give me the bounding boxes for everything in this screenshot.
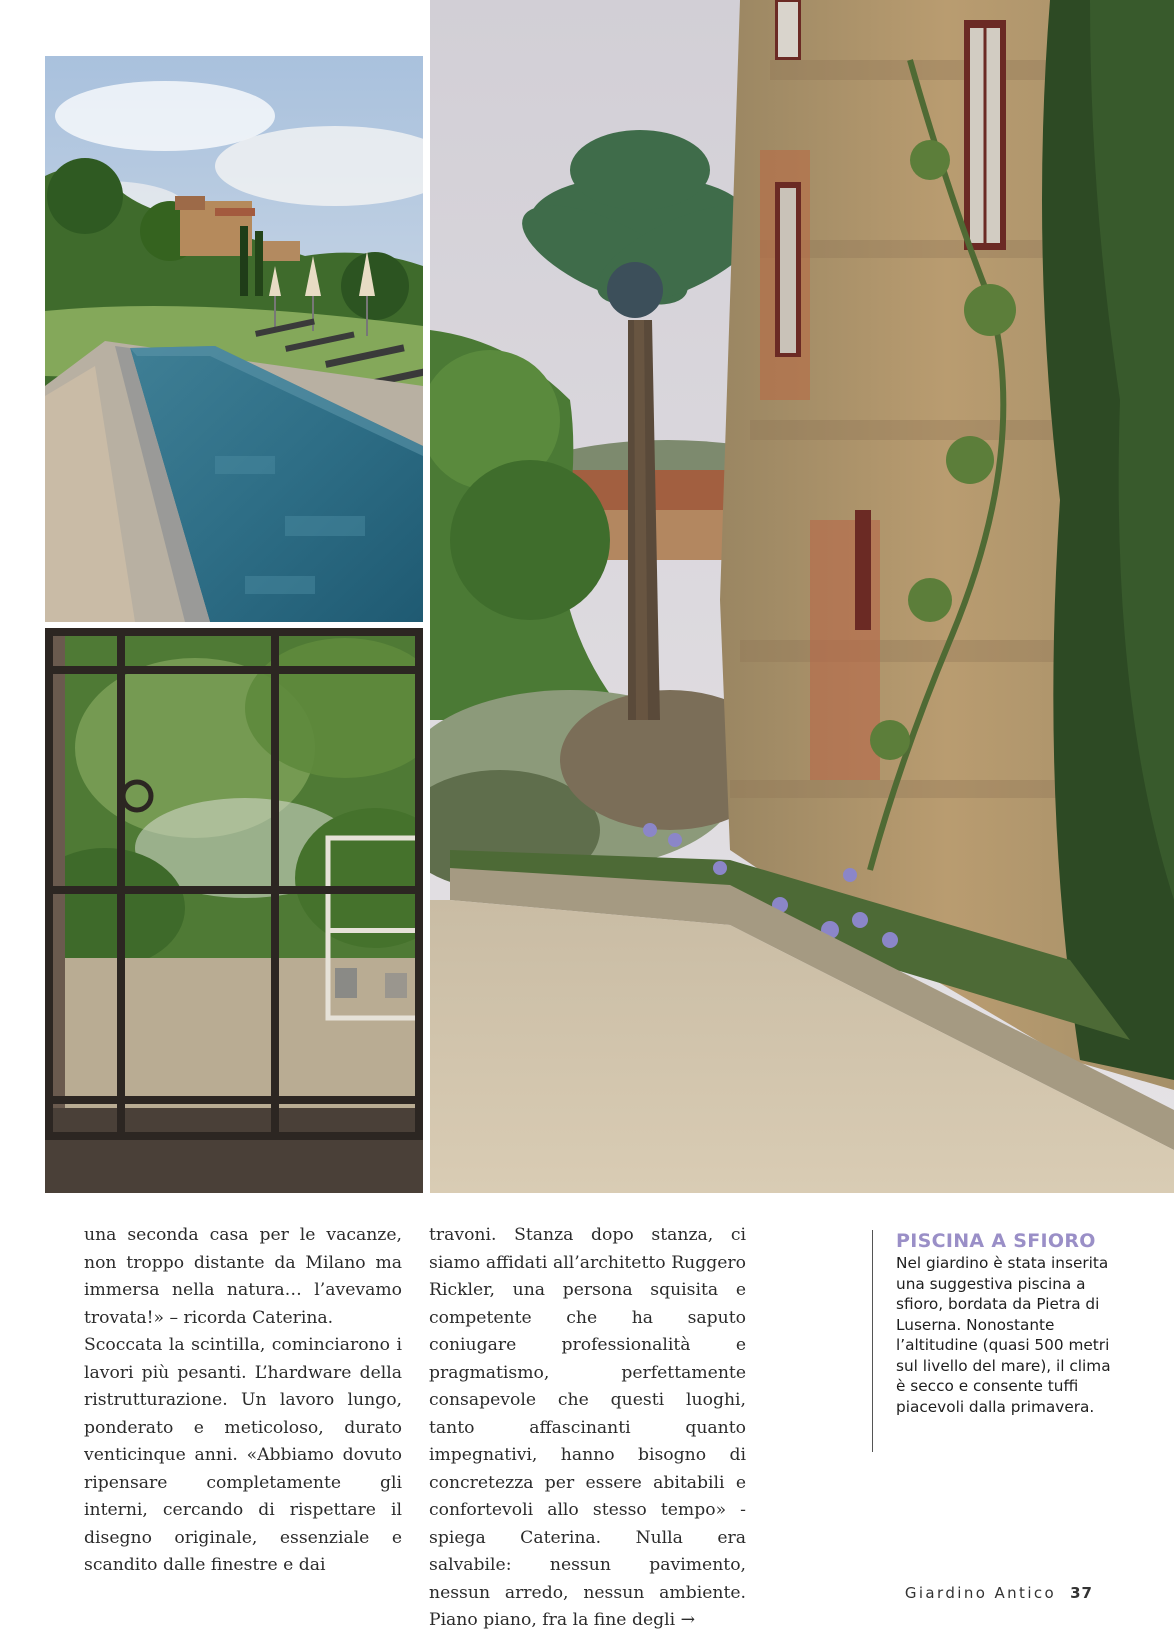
page-footer (881, 1584, 1093, 1602)
body-column-1 (84, 1222, 402, 1580)
window-photo (45, 628, 423, 1193)
pool-photo (45, 56, 423, 622)
stone-wall-photo (430, 0, 1174, 1193)
column-1-paragraph-1: una seconda casa per le vacanze, non troppo distante da Milano ma immersa nella natura… l’avevamo trovata!» – ricorda Caterina. (84, 1225, 402, 1328)
column-1-paragraph-2: Scoccata la scintilla, cominciarono i lavori più pesanti. L’hardware della ristrutturazione. Un lavoro lungo, ponderato e meticoloso, durato venticinque anni. «Abbiamo dovuto ripensare completamente gli interni, cercando di rispettare il disegno originale, essenziale e scandito dalle finestre e dai (84, 1335, 402, 1575)
page-number: 37 (1070, 1584, 1093, 1602)
sidebar-title: PISCINA A SFIORO (896, 1230, 1096, 1252)
sidebar-body: Nel giardino è stata inserita una suggestiva piscina a sfioro, bordata da Pietra di Luserna. Nonostante l’altitudine (quasi 500 metri sul livello del mare), il clima è secco e consente tuffi piacevoli dalla primavera. (896, 1254, 1111, 1416)
magazine-name: Giardino Antico (904, 1584, 1057, 1602)
column-2-text: travoni. Stanza dopo stanza, ci siamo affidati all’architetto Ruggero Rickler, una persona squisita e competente che ha saputo coniugare professionalità e pragmatismo, perfettamente consapevole che questi luoghi, tanto affascinanti quanto impegnativi, hanno bisogno di concretezza per essere abitabili e confortevoli allo stesso tempo» - spiega Caterina. Nulla era salvabile: nessun pavimento, nessun arredo, nessun ambiente. Piano piano, fra la fine degli (429, 1225, 746, 1630)
column-2-paragraph-1 (429, 1222, 746, 1635)
body-column-2 (429, 1222, 746, 1635)
continue-arrow-icon: → (680, 1610, 695, 1630)
sidebar-box (872, 1230, 1116, 1452)
